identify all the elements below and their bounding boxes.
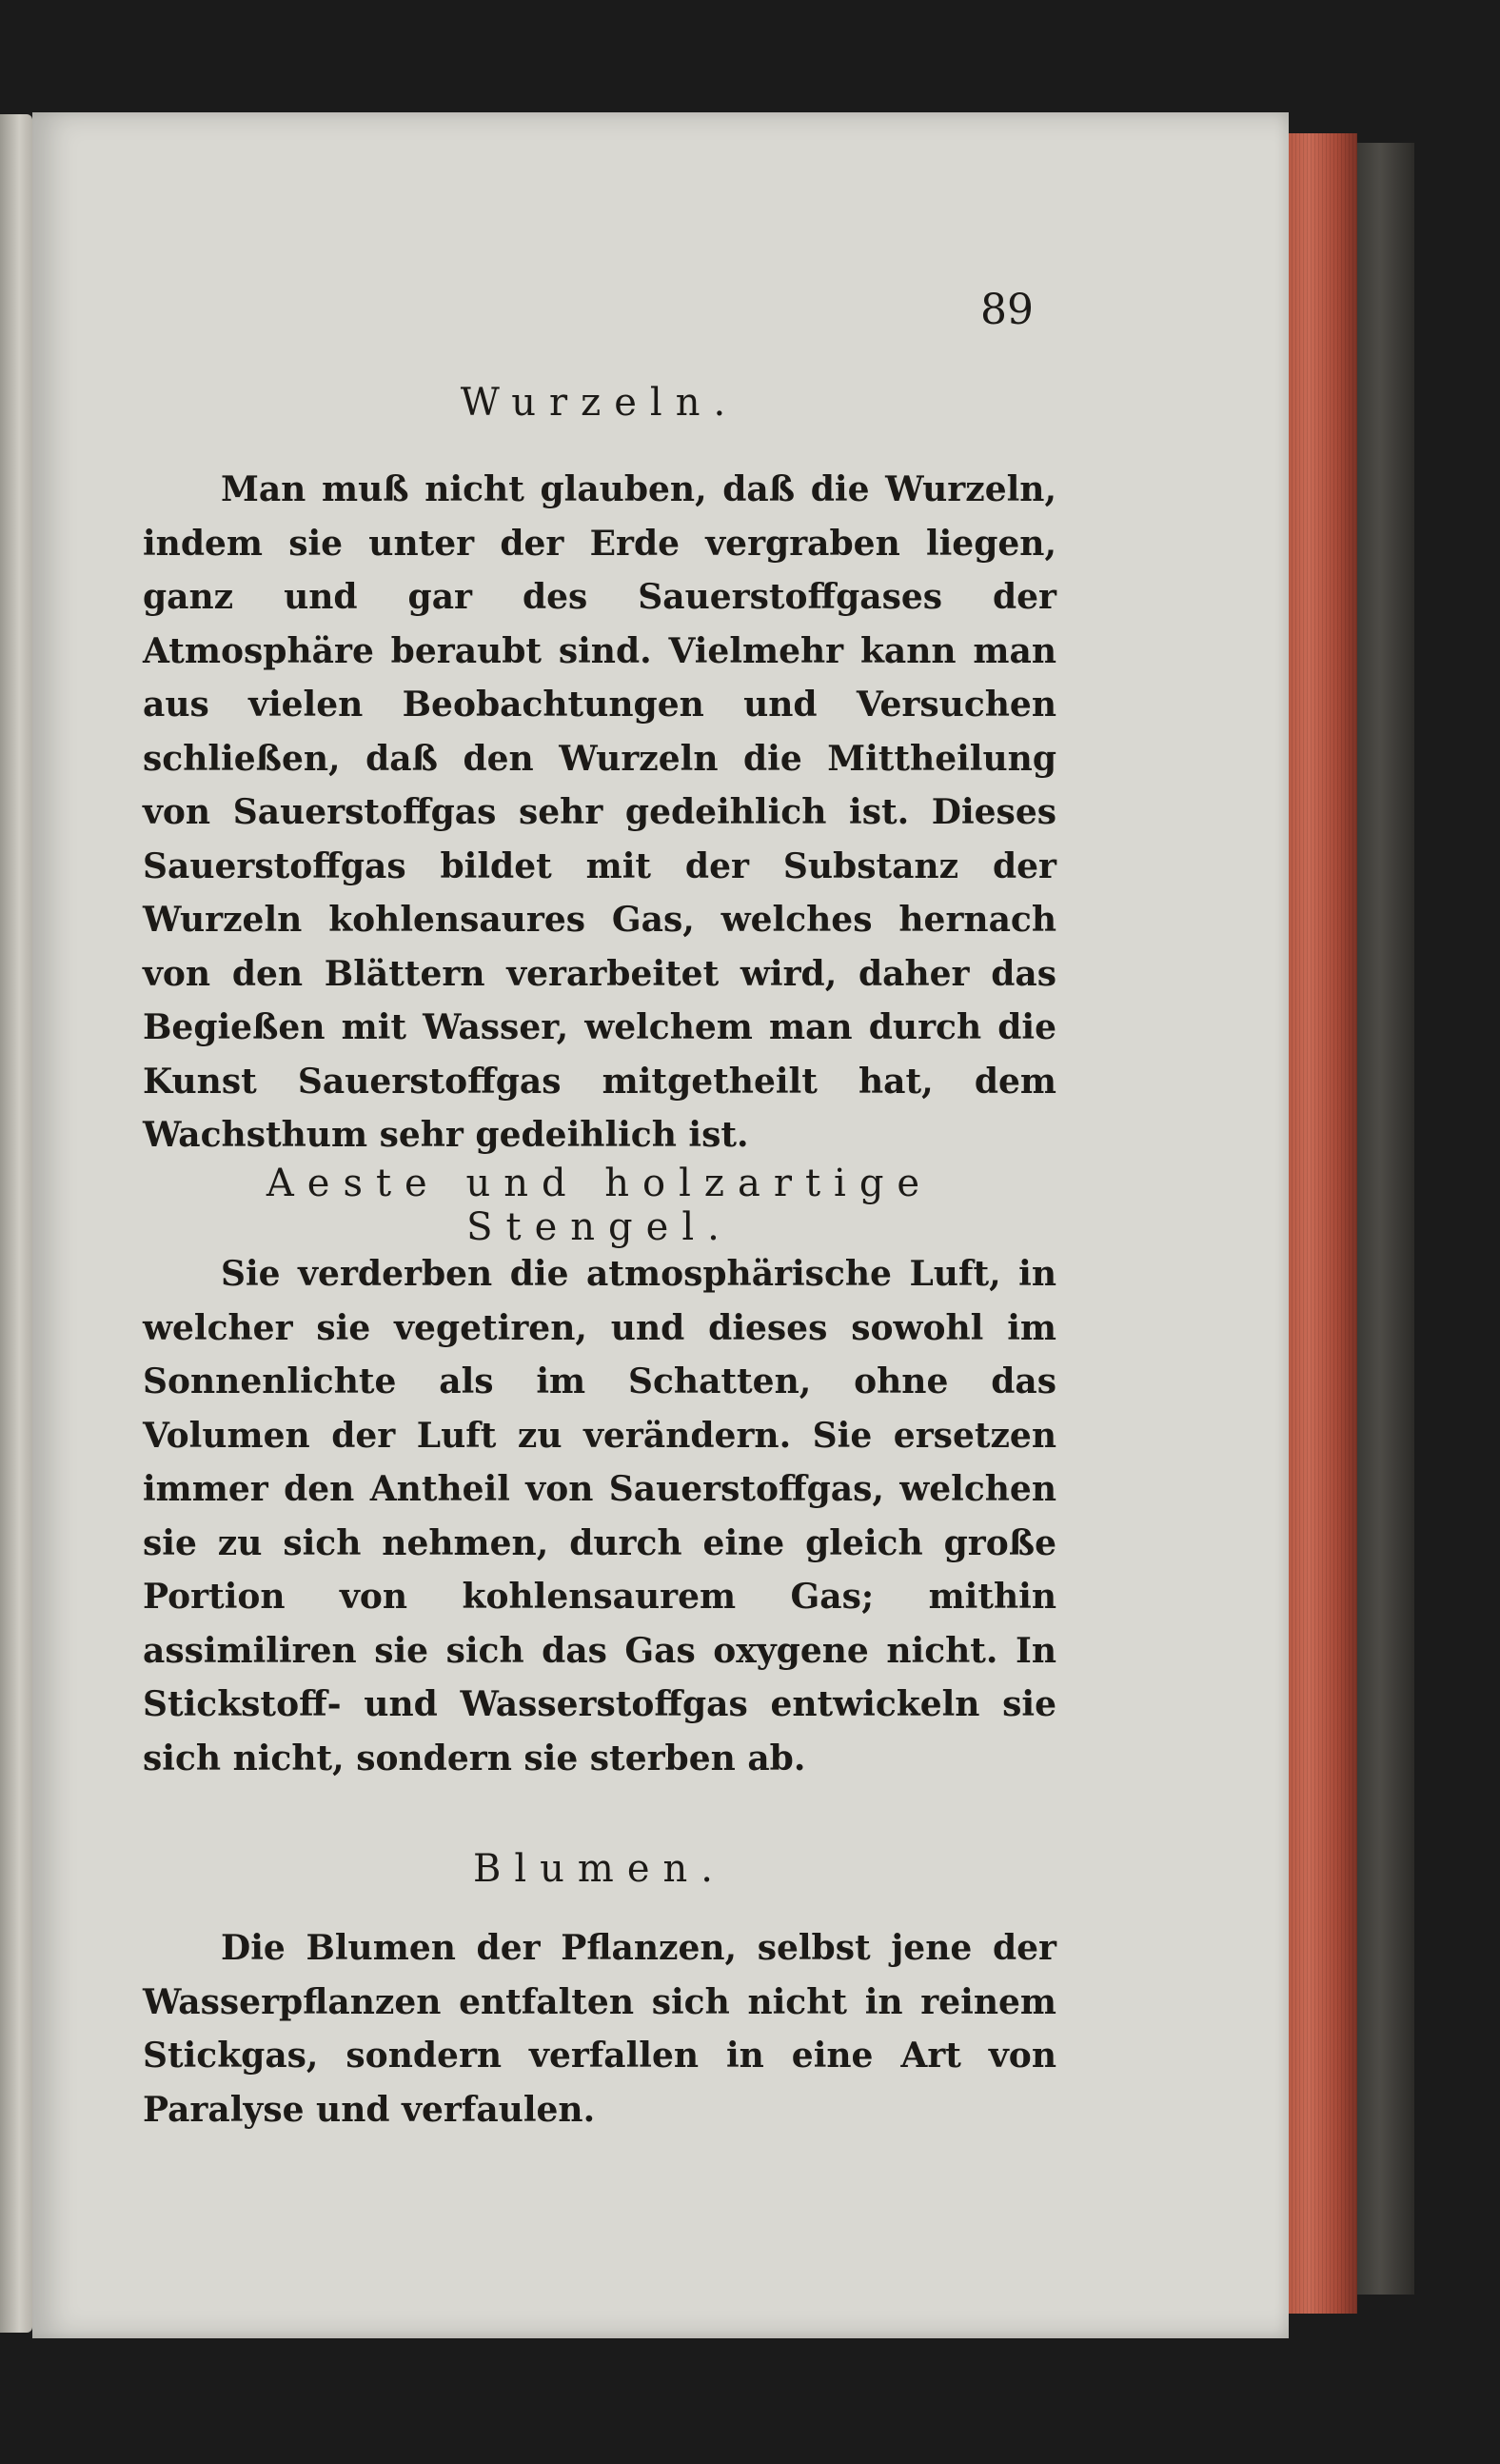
facing-page-edge xyxy=(0,114,32,2333)
section-paragraph-aeste: Sie verderben die atmosphärische Luft, in welcher sie vegetiren, und dieses sowohl im Sonnenlichte als im Schatten, ohne das Volumen der Luft zu verändern. Sie ersetzen immer den Antheil von Sauerstoffgas, welchen sie zu sich nehmen, durch eine gleich große Portion von kohlensaurem Gas; mithin assimiliren sie sich das Gas oxygene nicht. In Stickstoff- und Wasserstoffgas entwickeln sie sich nicht, sondern sie sterben ab. xyxy=(143,1254,1056,1778)
book-cover-board xyxy=(1357,143,1414,2295)
section-heading-aeste: Aeste und holzartige Stengel. xyxy=(266,1162,934,1249)
page-edge-lines xyxy=(1289,133,1357,2314)
section-paragraph-blumen: Die Blumen der Pflanzen, selbst jene der Wasserpflanzen entfalten sich nicht in reinem Stickgas, sondern verfallen in eine Art von Paralyse und verfaulen. xyxy=(143,1928,1056,2130)
section-paragraph-wurzeln: Man muß nicht glauben, daß die Wurzeln, indem sie unter der Erde vergraben liegen, ganz und gar des Sauerstoffgases der Atmosphäre beraubt sind. Vielmehr kann man aus vielen Beobachtungen und Versuchen schließen, daß den Wurzeln die Mittheilung von Sauerstoffgas sehr gedeihlich ist. Dieses Sauerstoffgas bildet mit der Substanz der Wurzeln kohlensaures Gas, welches hernach von den Blättern verarbeitet wird, daher das Begießen mit Wasser, welchem man durch die Kunst Sauerstoffgas mitgetheilt hat, dem Wachsthum sehr gedeihlich ist. xyxy=(143,469,1056,1155)
section-heading-blumen: Blumen. xyxy=(472,1847,727,1891)
section-heading-wurzeln: Wurzeln. xyxy=(460,381,740,425)
page-number: 89 xyxy=(980,286,1034,334)
